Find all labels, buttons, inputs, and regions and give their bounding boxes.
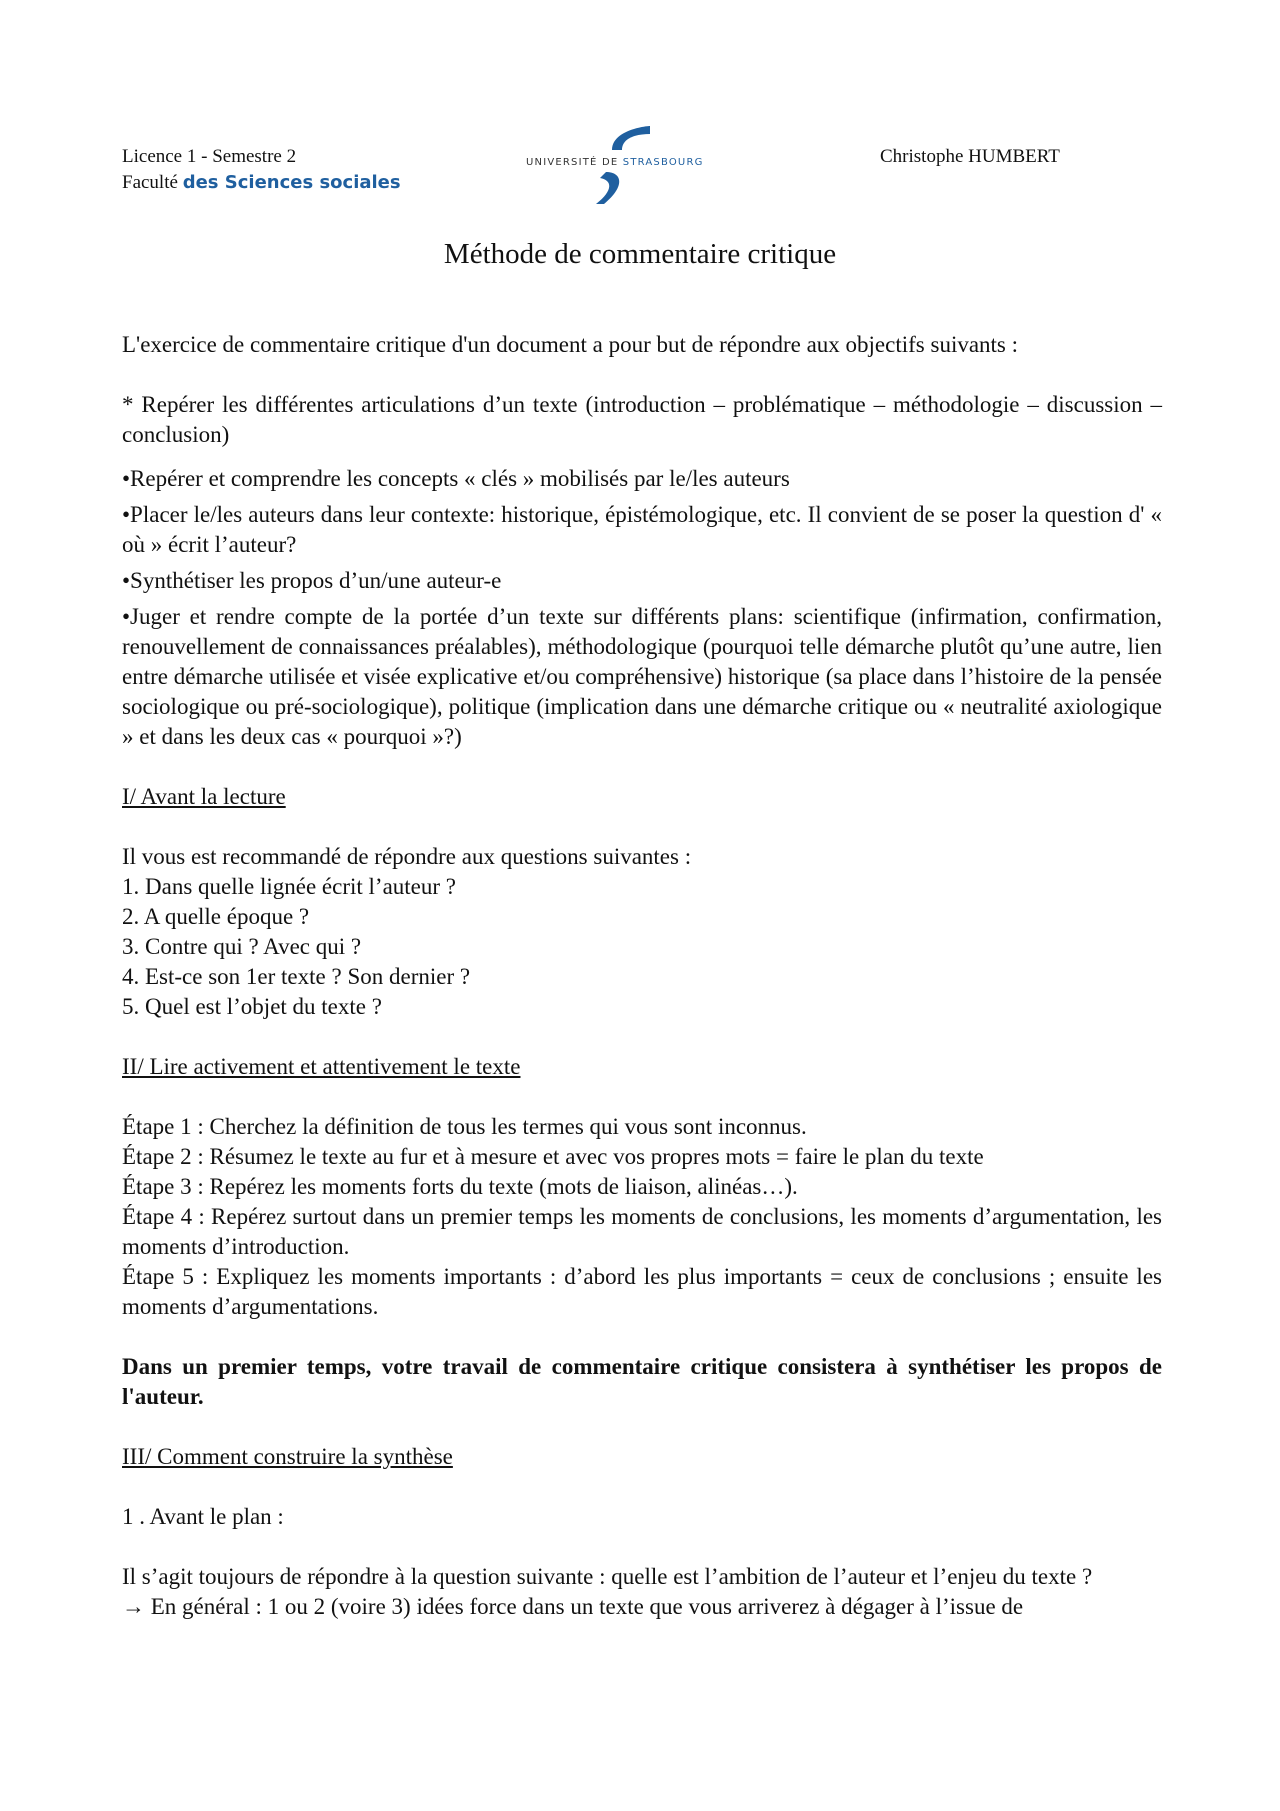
section-1-lead: Il vous est recommandé de répondre aux questions suivantes :	[122, 844, 692, 869]
faculty-line	[122, 170, 401, 196]
question-item: 2. A quelle époque ?	[122, 904, 310, 929]
header-left	[122, 144, 401, 196]
faculty-name: des Sciences sociales	[182, 172, 401, 193]
bullet-item: •Placer le/les auteurs dans leur contexte: historique, épistémologique, etc. Il convient de se poser la question d' « où » écrit l’auteur?	[122, 502, 1162, 557]
step-item: Étape 2 : Résumez le texte au fur et à mesure et avec vos propres mots = faire le plan du texte	[122, 1144, 984, 1169]
section-3-subheading: 1 . Avant le plan :	[122, 1504, 284, 1529]
course-level: Licence 1 - Semestre 2	[122, 146, 297, 167]
question-item: 4. Est-ce son 1er texte ? Son dernier ?	[122, 964, 471, 989]
step-item: Étape 5 : Expliquez les moments importants : d’abord les plus importants = ceux de conclusions ; ensuite les moments d’argumentations.	[122, 1264, 1162, 1319]
step-item: Étape 4 : Repérez surtout dans un premier temps les moments de conclusions, les moments d’argumentation, les moments d’introduction.	[122, 1204, 1162, 1259]
author-name: Christophe HUMBERT	[880, 146, 1060, 167]
step-item: Étape 1 : Cherchez la définition de tous les termes qui vous sont inconnus.	[122, 1114, 807, 1139]
question-item: 5. Quel est l’objet du texte ?	[122, 994, 382, 1019]
logo-text: UNIVERSITÉ DE STRASBOURG	[526, 157, 704, 168]
question-item: 1. Dans quelle lignée écrit l’auteur ?	[122, 874, 456, 899]
question-item: 3. Contre qui ? Avec qui ?	[122, 934, 362, 959]
objective-star: * Repérer les différentes articulations d’un texte (introduction – problématique – méthodologie – discussion – conclusion)	[122, 392, 1162, 447]
section-1-heading: I/ Avant la lecture	[122, 784, 286, 809]
bullet-item: •Repérer et comprendre les concepts « clés » mobilisés par le/les auteurs	[122, 466, 790, 491]
section-2-heading: II/ Lire activement et attentivement le texte	[122, 1054, 521, 1079]
faculty-prefix: Faculté	[122, 172, 178, 193]
bullet-item: •Juger et rendre compte de la portée d’un texte sur différents plans: scientifique (infirmation, confirmation, renouvellement de connaissances préalables), méthodologique (pourquoi telle démarche plutôt qu’une autre, lien entre démarche utilisée et visée explicative et/ou compréhensive) historique (sa place dans l’histoire de la pensée sociologique ou pré-sociologique), politique (implication dans une démarche critique ou « neutralité axiologique » et dans les deux cas « pourquoi »?)	[122, 604, 1162, 749]
document-body	[122, 330, 1162, 1622]
bullet-item: •Synthétiser les propos d’un/une auteur-e	[122, 568, 502, 593]
document-title: Méthode de commentaire critique	[443, 238, 837, 270]
section-3-paragraph: Il s’agit toujours de répondre à la question suivante : quelle est l’ambition de l’auteur et l’enjeu du texte ?	[122, 1564, 1093, 1589]
university-logo	[526, 120, 716, 210]
step-item: Étape 3 : Repérez les moments forts du texte (mots de liaison, alinéas…).	[122, 1174, 798, 1199]
section-3-paragraph-arrow: → En général : 1 ou 2 (voire 3) idées force dans un texte que vous arriverez à dégager à l’issue de	[122, 1594, 1024, 1619]
intro-paragraph: L'exercice de commentaire critique d'un document a pour but de répondre aux objectifs suivants :	[122, 332, 1019, 357]
section-3-heading: III/ Comment construire la synthèse	[122, 1444, 453, 1469]
bold-note: Dans un premier temps, votre travail de commentaire critique consistera à synthétiser les propos de l'auteur.	[122, 1354, 1162, 1409]
